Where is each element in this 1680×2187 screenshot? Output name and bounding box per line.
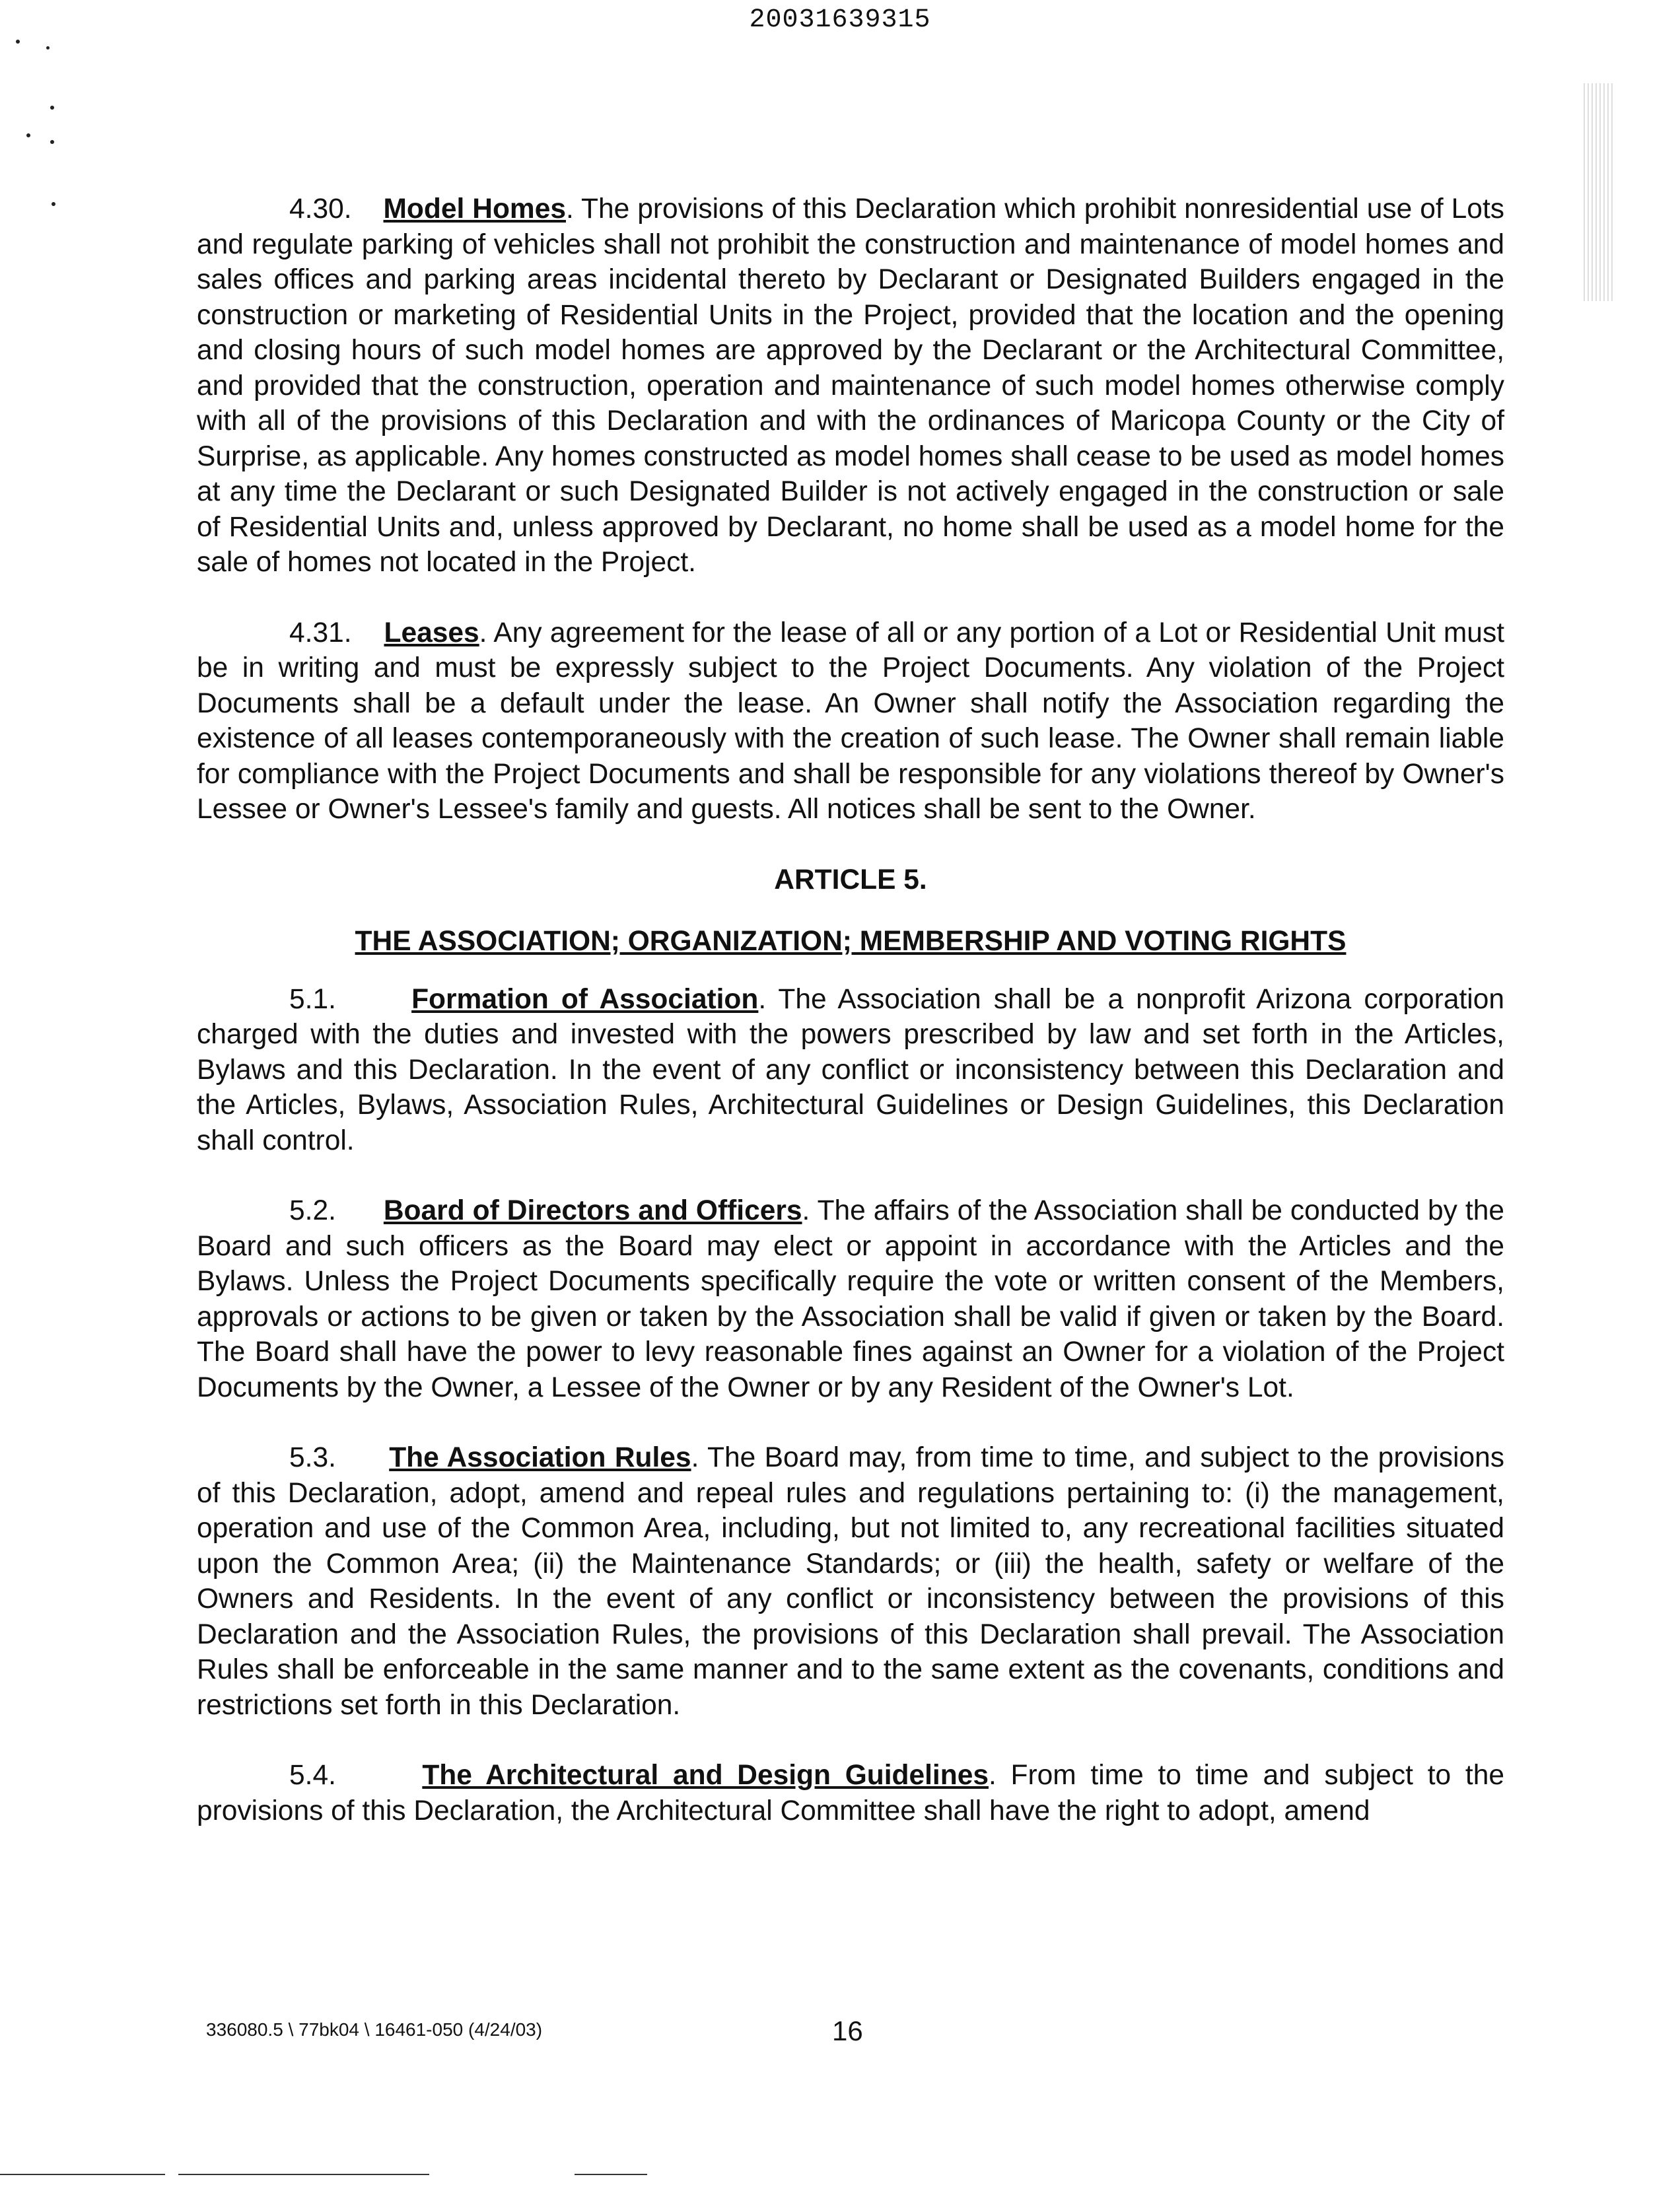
scan-speck: [16, 40, 20, 44]
section-number: 4.31.: [289, 617, 352, 648]
page-number: 16: [832, 2015, 863, 2046]
article-heading: ARTICLE 5.: [774, 864, 927, 895]
section-title: Leases: [384, 617, 479, 648]
document-body: [197, 191, 1504, 1863]
paragraph-4-31: [197, 615, 1504, 827]
section-text: . The Association shall be a nonprofit Arizona corporation charged with the duties and invested with the powers prescribed by law and set forth in the Articles, Bylaws and this Declaration. In the event of any conflict or inconsistency between this Declaration and the Articles, Bylaws, Association Rules, Architectural Guidelines or Design Guidelines, this Declaration shall control.: [197, 983, 1504, 1156]
section-title: The Association Rules: [389, 1442, 691, 1473]
section-number: 5.3.: [289, 1442, 336, 1473]
paragraph-5-1: [197, 982, 1504, 1159]
document-number: 20031639315: [749, 5, 931, 35]
section-number: 5.4.: [289, 1760, 336, 1791]
section-number: 4.30.: [289, 193, 352, 225]
paragraph-4-30: [197, 191, 1504, 580]
scan-speck: [26, 133, 30, 137]
paragraph-5-2: [197, 1193, 1504, 1405]
scan-speck: [50, 106, 54, 110]
section-title: Model Homes: [383, 193, 566, 225]
section-number: 5.1.: [289, 983, 336, 1015]
section-title: Board of Directors and Officers: [383, 1195, 802, 1226]
section-title: Formation of Association: [411, 983, 759, 1015]
scan-edge-line: [575, 2174, 647, 2175]
section-title: The Architectural and Design Guidelines: [422, 1760, 989, 1791]
paragraph-5-3: [197, 1440, 1504, 1723]
paragraph-5-4: [197, 1758, 1504, 1828]
margin-recording-stamp: [1584, 83, 1615, 301]
section-text: . The provisions of this Declaration which prohibit nonresidential use of Lots and regulate parking of vehicles shall not prohibit the construction and maintenance of model homes and sales offices and parking areas incidental thereto by Declarant or Designated Builders engaged in the construction or marketing of Residential Units in the Project, provided that the location and the opening and closing hours of such model homes are approved by the Declarant or the Architectural Committee, and provided that the construction, operation and maintenance of such model homes otherwise comply with all of the provisions of this Declaration and with the ordinances of Maricopa County or the City of Surprise, as applicable. Any homes constructed as model homes shall cease to be used as model homes at any time the Declarant or such Designated Builder is not actively engaged in the construction or sale of Residential Units and, unless approved by Declarant, no home shall be used as a model home for the sale of homes not located in the Project.: [197, 193, 1505, 578]
section-text: . The affairs of the Association shall be conducted by the Board and such officers as the Board may elect or appoint in accordance with the Articles and the Bylaws. Unless the Project Documents specifically require the vote or written consent of the Members, approvals or actions to be given or taken by the Association shall be valid if given or taken by the Board. The Board shall have the power to levy reasonable fines against an Owner for a violation of the Project Documents by the Owner, a Lessee of the Owner or by any Resident of the Owner's Lot.: [197, 1195, 1504, 1403]
section-text: . The Board may, from time to time, and subject to the provisions of this Declaration, adopt, amend and repeal rules and regulations pertaining to: (i) the management, operation and use of the Common Area, including, but not limited to, any recreational facilities situated upon the Common Area; (ii) the Maintenance Standards; or (iii) the health, safety or welfare of the Owners and Residents. In the event of any conflict or inconsistency between the provisions of this Declaration and the Association Rules, the provisions of this Declaration shall prevail. The Association Rules shall be enforceable in the same manner and to the same extent as the covenants, conditions and restrictions set forth in this Declaration.: [197, 1442, 1505, 1721]
scan-speck: [52, 202, 55, 206]
scan-speck: [46, 46, 50, 50]
scan-edge-line: [0, 2174, 165, 2175]
article-title: THE ASSOCIATION; ORGANIZATION; MEMBERSHIP AND VOTING RIGHTS: [355, 926, 1347, 957]
section-number: 5.2.: [289, 1195, 336, 1226]
section-text: . From time to time and subject to the provisions of this Declaration, the Architectural Committee shall have the right to adopt, amend: [197, 1760, 1504, 1826]
footer-document-reference: 336080.5 \ 77bk04 \ 16461-050 (4/24/03): [206, 2019, 543, 2040]
scan-edge-line: [178, 2174, 429, 2175]
section-text: . Any agreement for the lease of all or any portion of a Lot or Residential Unit must be in writing and must be expressly subject to the Project Documents. Any violation of the Project Documents shall be a default under the lease. An Owner shall notify the Association regarding the existence of all leases contemporaneously with the creation of such lease. The Owner shall remain liable for compliance with the Project Documents and shall be responsible for any violations thereof by Owner's Lessee or Owner's Lessee's family and guests. All notices shall be sent to the Owner.: [197, 617, 1504, 825]
scan-speck: [50, 140, 54, 144]
